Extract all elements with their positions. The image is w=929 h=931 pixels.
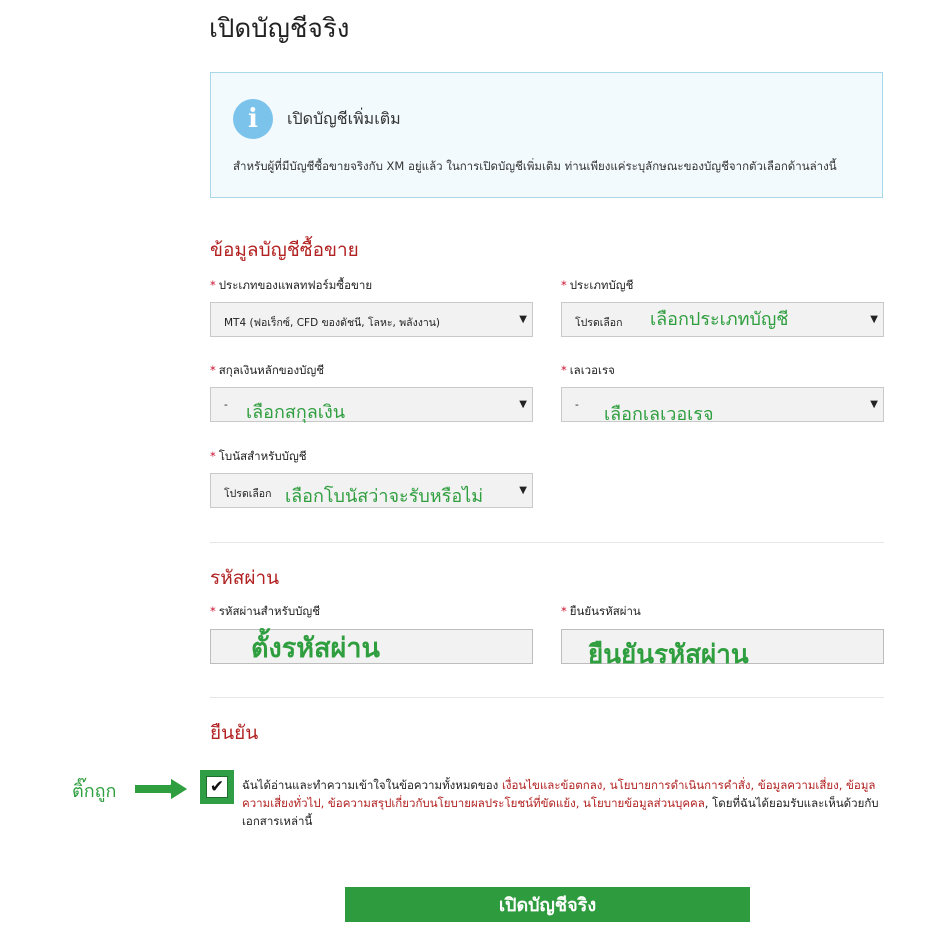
currency-select[interactable] <box>210 387 533 422</box>
leverage-hint: เลือกเลเวอเรจ <box>604 404 714 425</box>
info-box <box>210 72 883 198</box>
required-mark: * <box>561 604 567 618</box>
leverage-select[interactable] <box>561 387 884 425</box>
required-mark: * <box>561 363 567 377</box>
confirm-section-title: ยืนยัน <box>210 722 259 744</box>
account-type-select-value: โปรดเลือก <box>575 317 623 329</box>
account-type-select[interactable] <box>561 302 884 337</box>
account-type-label: * ประเภทบัญชี <box>561 278 634 292</box>
required-mark: * <box>210 278 216 292</box>
confirm-password-hint: ยืนยันรหัสผ่าน <box>588 640 749 670</box>
info-text: สำหรับผู้ที่มีบัญชีซื้อขายจริงกับ XM อยู่แล้ว ในการเปิดบัญชีเพิ่มเติม ท่านเพียงแค่ระบุลักษณะของบัญชีจากตัวเลือกด้านล่างนี้ <box>233 159 837 173</box>
leverage-label: * เลเวอเรจ <box>561 363 615 377</box>
platform-select[interactable] <box>210 302 533 337</box>
bonus-label: * โบนัสสำหรับบัญชี <box>210 449 307 463</box>
chevron-down-icon: ▼ <box>870 314 878 325</box>
chevron-down-icon: ▼ <box>519 485 527 496</box>
platform-select-value: MT4 (ฟอเร็กซ์, CFD ของดัชนี, โลหะ, พลังงาน) <box>224 317 441 329</box>
open-real-account-button[interactable]: เปิดบัญชีจริง <box>345 887 750 922</box>
password-label: * รหัสผ่านสำหรับบัญชี <box>210 604 321 618</box>
currency-hint: เลือกสกุลเงิน <box>246 402 346 423</box>
info-icon: i <box>233 99 273 139</box>
bonus-select-value: โปรดเลือก <box>224 488 272 500</box>
required-mark: * <box>210 449 216 463</box>
tick-label: ติ๊กถูก <box>72 781 117 802</box>
account-section-title: ข้อมูลบัญชีซื้อขาย <box>210 239 359 261</box>
confirm-password-label: * ยืนยันรหัสผ่าน <box>561 604 641 618</box>
arrow-right-icon <box>132 774 192 804</box>
chevron-down-icon: ▼ <box>519 314 527 325</box>
page-title: เปิดบัญชีจริง <box>209 14 350 44</box>
bonus-hint: เลือกโบนัสว่าจะรับหรือไม่ <box>285 486 484 507</box>
confirm-password-input[interactable] <box>561 629 884 670</box>
required-mark: * <box>210 363 216 377</box>
platform-label: * ประเภทของแพลทฟอร์มซื้อขาย <box>210 278 373 292</box>
currency-label: * สกุลเงินหลักของบัญชี <box>210 363 325 377</box>
agree-checkbox[interactable]: ✔ <box>206 776 228 798</box>
password-input[interactable] <box>210 629 533 664</box>
bonus-select[interactable] <box>210 473 533 508</box>
agree-text: ฉันได้อ่านและทำความเข้าใจในข้อความทั้งหมดของ เงื่อนไขและข้อตกลง, นโยบายการดำเนินการคำสั่ง, ข้อมูลความเสี่ยง, ข้อมูลความเสี่ยงทั่วไป, ข้อความสรุปเกี่ยวกับนโยบายผลประโยชน์ที่ขัดแย้ง, นโยบายข้อมูลส่วนบุคคล, โดยที่ฉันได้ยอมรับและเห็นด้วยกับเอกสารเหล่านี้ <box>242 778 879 828</box>
divider <box>210 697 884 698</box>
divider <box>210 542 884 543</box>
leverage-select-value: - <box>575 399 579 411</box>
password-section-title: รหัสผ่าน <box>210 567 280 589</box>
chevron-down-icon: ▼ <box>870 399 878 410</box>
info-title: เปิดบัญชีเพิ่มเติม <box>287 109 401 128</box>
agree-checkbox-frame <box>200 770 234 804</box>
password-hint: ตั้งรหัสผ่าน <box>251 633 380 664</box>
account-type-hint: เลือกประเภทบัญชี <box>650 309 789 330</box>
chevron-down-icon: ▼ <box>519 399 527 410</box>
currency-select-value: - <box>224 399 228 411</box>
terms-links[interactable]: เงื่อนไขและข้อตกลง, นโยบายการดำเนินการคำสั่ง, ข้อมูลความเสี่ยง, ข้อมูลความเสี่ยงทั่วไป, ข้อความสรุปเกี่ยวกับนโยบายผลประโยชน์ที่ขัดแย้ง, นโยบายข้อมูลส่วนบุคคล <box>242 778 876 810</box>
required-mark: * <box>210 604 216 618</box>
required-mark: * <box>561 278 567 292</box>
